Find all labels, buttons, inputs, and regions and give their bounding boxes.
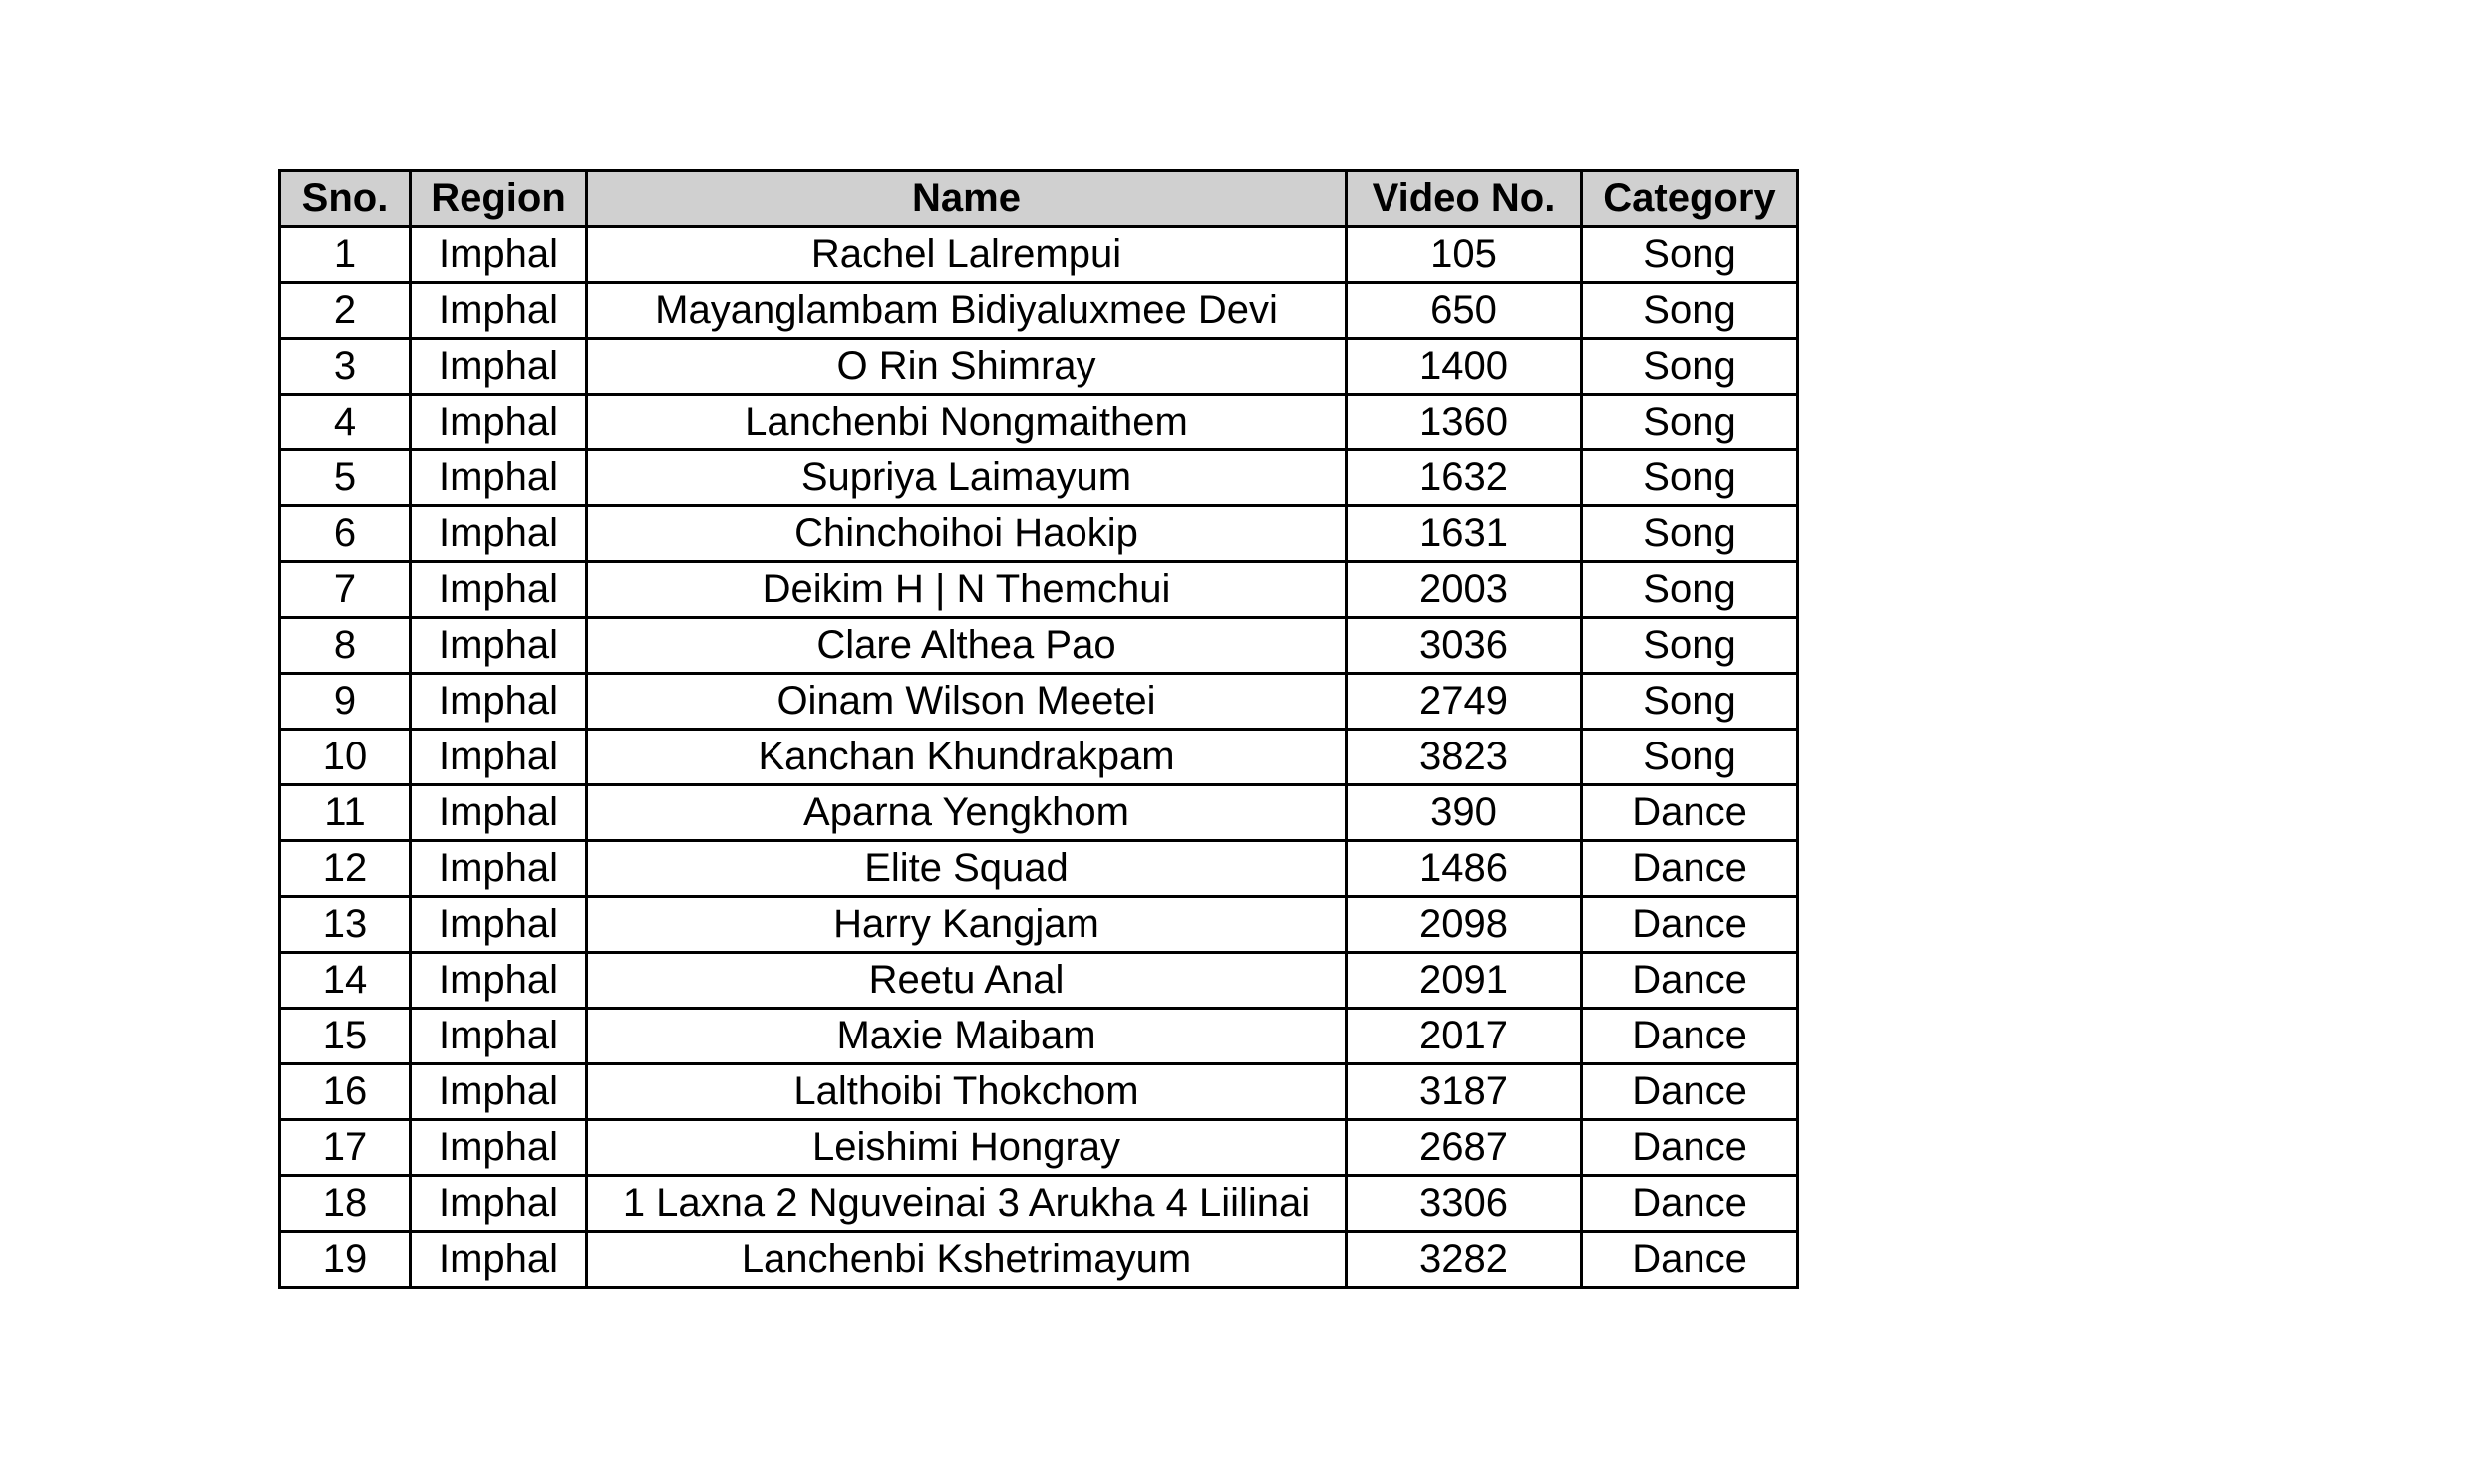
cell-region: Imphal [411,339,587,395]
cell-sno: 1 [280,227,411,283]
cell-category: Song [1582,395,1798,450]
cell-region: Imphal [411,1232,587,1288]
table-row [280,506,1798,562]
cell-category: Song [1582,674,1798,730]
cell-name: Chinchoihoi Haokip [587,506,1347,562]
header-region: Region [411,171,587,227]
cell-category: Dance [1582,1176,1798,1232]
cell-region: Imphal [411,1120,587,1176]
cell-name: Rachel Lalrempui [587,227,1347,283]
table-row [280,1232,1798,1288]
cell-name: Harry Kangjam [587,897,1347,953]
cell-name: Deikim H | N Themchui [587,562,1347,618]
cell-video-no: 1360 [1347,395,1582,450]
cell-region: Imphal [411,674,587,730]
cell-video-no: 2098 [1347,897,1582,953]
cell-video-no: 1632 [1347,450,1582,506]
table-row [280,450,1798,506]
cell-video-no: 3187 [1347,1064,1582,1120]
cell-sno: 4 [280,395,411,450]
table-row [280,339,1798,395]
cell-sno: 2 [280,283,411,339]
cell-region: Imphal [411,506,587,562]
cell-sno: 3 [280,339,411,395]
cell-region: Imphal [411,395,587,450]
participants-table [278,169,1799,1289]
cell-category: Dance [1582,953,1798,1009]
cell-category: Song [1582,283,1798,339]
table-row [280,785,1798,841]
cell-video-no: 2749 [1347,674,1582,730]
cell-sno: 17 [280,1120,411,1176]
cell-region: Imphal [411,730,587,785]
table-row [280,730,1798,785]
cell-category: Song [1582,730,1798,785]
cell-sno: 6 [280,506,411,562]
cell-name: Mayanglambam Bidiyaluxmee Devi [587,283,1347,339]
cell-sno: 11 [280,785,411,841]
cell-name: Aparna Yengkhom [587,785,1347,841]
cell-name: Elite Squad [587,841,1347,897]
cell-name: Leishimi Hongray [587,1120,1347,1176]
cell-name: Lanchenbi Kshetrimayum [587,1232,1347,1288]
cell-category: Song [1582,618,1798,674]
header-video-no: Video No. [1347,171,1582,227]
cell-region: Imphal [411,1176,587,1232]
cell-sno: 18 [280,1176,411,1232]
table-row [280,1176,1798,1232]
cell-video-no: 2091 [1347,953,1582,1009]
cell-video-no: 390 [1347,785,1582,841]
cell-region: Imphal [411,897,587,953]
cell-category: Song [1582,227,1798,283]
cell-category: Dance [1582,1232,1798,1288]
cell-video-no: 3306 [1347,1176,1582,1232]
cell-video-no: 1631 [1347,506,1582,562]
table-row [280,953,1798,1009]
table-row [280,1009,1798,1064]
cell-video-no: 2017 [1347,1009,1582,1064]
cell-category: Song [1582,450,1798,506]
table-row [280,562,1798,618]
cell-category: Dance [1582,897,1798,953]
cell-video-no: 650 [1347,283,1582,339]
cell-video-no: 1400 [1347,339,1582,395]
table-body [280,227,1798,1288]
cell-video-no: 2003 [1347,562,1582,618]
cell-sno: 19 [280,1232,411,1288]
cell-sno: 13 [280,897,411,953]
header-row [280,171,1798,227]
cell-video-no: 1486 [1347,841,1582,897]
cell-sno: 8 [280,618,411,674]
cell-category: Dance [1582,785,1798,841]
cell-region: Imphal [411,562,587,618]
cell-name: Oinam Wilson Meetei [587,674,1347,730]
cell-category: Dance [1582,841,1798,897]
cell-name: Reetu Anal [587,953,1347,1009]
cell-sno: 16 [280,1064,411,1120]
cell-sno: 14 [280,953,411,1009]
cell-region: Imphal [411,1064,587,1120]
table-row [280,1064,1798,1120]
cell-region: Imphal [411,227,587,283]
table-row [280,674,1798,730]
table-row [280,1120,1798,1176]
cell-category: Song [1582,562,1798,618]
header-name: Name [587,171,1347,227]
cell-region: Imphal [411,283,587,339]
cell-region: Imphal [411,953,587,1009]
cell-video-no: 105 [1347,227,1582,283]
cell-region: Imphal [411,618,587,674]
header-sno: Sno. [280,171,411,227]
cell-name: Lalthoibi Thokchom [587,1064,1347,1120]
cell-video-no: 2687 [1347,1120,1582,1176]
cell-video-no: 3282 [1347,1232,1582,1288]
cell-category: Song [1582,339,1798,395]
cell-name: Kanchan Khundrakpam [587,730,1347,785]
cell-sno: 7 [280,562,411,618]
cell-video-no: 3036 [1347,618,1582,674]
table-row [280,897,1798,953]
table-row [280,283,1798,339]
cell-region: Imphal [411,1009,587,1064]
cell-sno: 10 [280,730,411,785]
cell-name: Clare Althea Pao [587,618,1347,674]
cell-sno: 12 [280,841,411,897]
cell-category: Dance [1582,1064,1798,1120]
table-row [280,395,1798,450]
participants-table-container [278,169,1799,1289]
cell-name: Supriya Laimayum [587,450,1347,506]
cell-name: 1 Laxna 2 Nguveinai 3 Arukha 4 Liilinai [587,1176,1347,1232]
cell-video-no: 3823 [1347,730,1582,785]
cell-sno: 15 [280,1009,411,1064]
cell-category: Song [1582,506,1798,562]
cell-region: Imphal [411,785,587,841]
cell-region: Imphal [411,841,587,897]
header-category: Category [1582,171,1798,227]
cell-category: Dance [1582,1009,1798,1064]
cell-region: Imphal [411,450,587,506]
cell-category: Dance [1582,1120,1798,1176]
cell-sno: 9 [280,674,411,730]
cell-sno: 5 [280,450,411,506]
cell-name: O Rin Shimray [587,339,1347,395]
table-row [280,618,1798,674]
cell-name: Lanchenbi Nongmaithem [587,395,1347,450]
table-row [280,227,1798,283]
cell-name: Maxie Maibam [587,1009,1347,1064]
table-row [280,841,1798,897]
